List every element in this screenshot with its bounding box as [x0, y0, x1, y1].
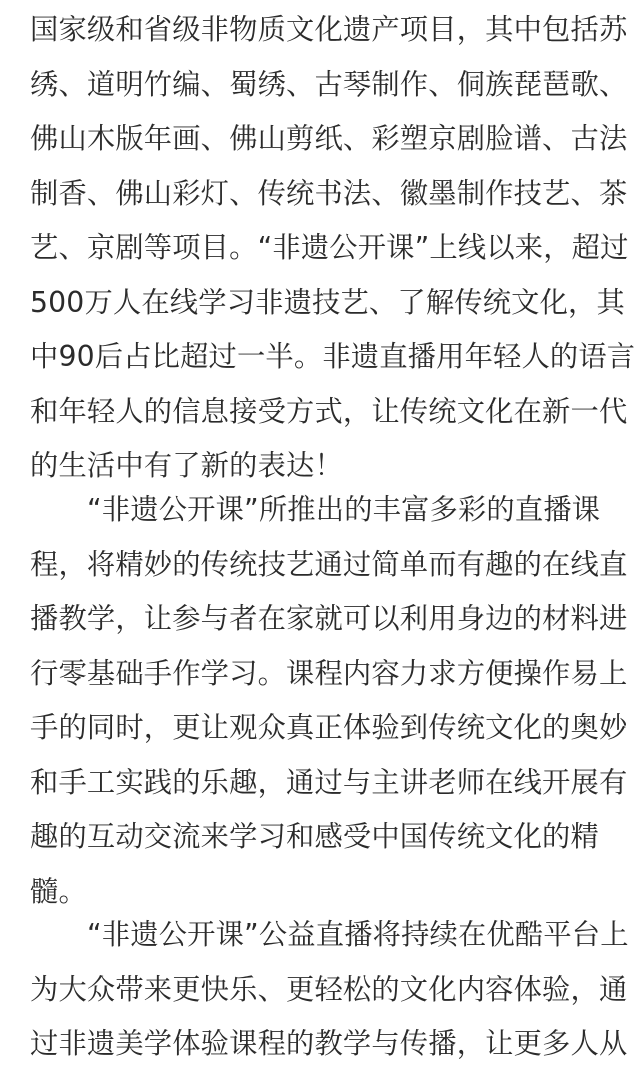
text-line: 制香、佛山彩灯、传统书法、徽墨制作技艺、茶 — [30, 176, 628, 210]
text-line: 为大众带来更快乐、更轻松的文化内容体验，通 — [30, 972, 628, 1006]
text-line: “非遗公开课”公益直播将持续在优酷平台上 — [87, 918, 629, 951]
text-line: 和手工实践的乐趣，通过与主讲老师在线开展有 — [30, 765, 628, 799]
text-line: 行零基础手作学习。课程内容力求方便操作易上 — [30, 656, 628, 690]
text-line: 500万人在线学习非遗技艺、了解传统文化，其 — [30, 285, 625, 319]
text-line: 中90后占比超过一半。非遗直播用年轻人的语言 — [30, 340, 636, 373]
text-line: “非遗公开课”所推出的丰富多彩的直播课 — [87, 493, 601, 526]
text-line: 过非遗美学体验课程的教学与传播，让更多人从 — [30, 1027, 628, 1060]
text-line: 艺、京剧等项目。“非遗公开课”上线以来，超过 — [30, 231, 629, 264]
text-line: 播教学，让参与者在家就可以利用身边的材料进 — [30, 602, 628, 635]
text-line: 国家级和省级非物质文化遗产项目，其中包括苏 — [30, 13, 628, 46]
text-line: 程，将精妙的传统技艺通过简单而有趣的在线直 — [30, 547, 628, 581]
text-line: 佛山木版年画、佛山剪纸、彩塑京剧脸谱、古法 — [30, 122, 628, 155]
paragraph-youku-livestream — [30, 908, 629, 1072]
text-line: 的生活中有了新的表达！ — [30, 449, 343, 482]
text-line: 绣、道明竹编、蜀绣、古琴制作、侗族琵琶歌、 — [30, 67, 628, 101]
text-line: 手的同时，更让观众真正体验到传统文化的奥妙 — [30, 711, 628, 744]
text-line: 和年轻人的信息接受方式，让传统文化在新一代 — [30, 394, 628, 428]
text-line: 髓。 — [30, 874, 87, 908]
paragraph-course-description — [30, 483, 628, 919]
paragraph-heritage-projects — [30, 3, 636, 494]
text-line: 趣的互动交流来学习和感受中国传统文化的精 — [30, 820, 599, 853]
